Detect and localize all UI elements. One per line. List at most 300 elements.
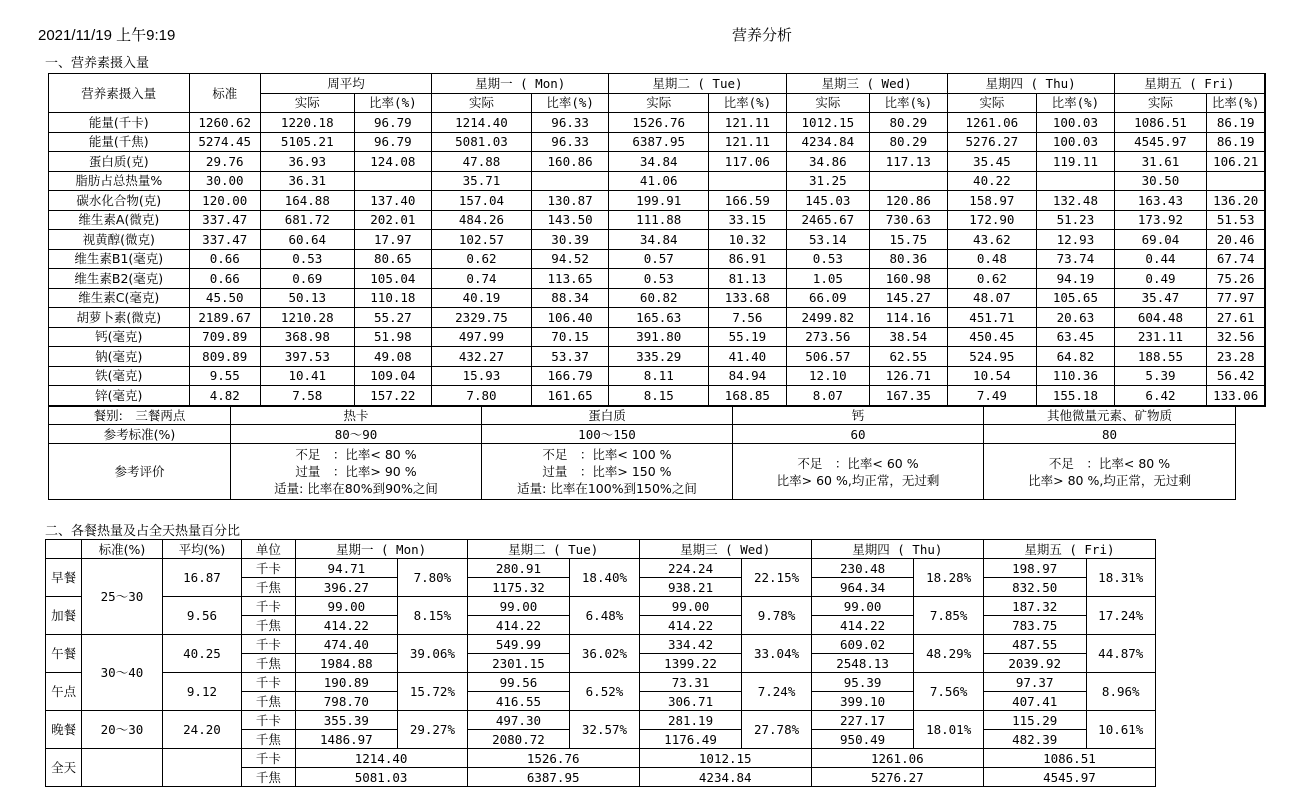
- table-cell: 30.39: [531, 230, 608, 250]
- table-cell: 106.21: [1207, 152, 1265, 172]
- table-cell: 1012.15: [786, 113, 870, 133]
- table-cell: 524.95: [947, 347, 1037, 367]
- percent-value: 6.48%: [570, 597, 639, 635]
- percent-value: 33.04%: [742, 635, 811, 673]
- table-cell: 0.57: [609, 249, 709, 269]
- percent-value: 48.29%: [914, 635, 983, 673]
- nutrient-name: 钙(毫克): [49, 327, 190, 347]
- kcal-value: 230.48: [811, 559, 914, 578]
- section1-title: 一、营养素摄入量: [45, 56, 150, 71]
- table-cell: 73.74: [1037, 249, 1114, 269]
- table-cell: 60.64: [260, 230, 354, 250]
- percent-value: 44.87%: [1086, 635, 1156, 673]
- table-cell: 157.22: [354, 386, 431, 406]
- table-cell: 12.93: [1037, 230, 1114, 250]
- kj-value: 783.75: [983, 616, 1086, 635]
- table-cell: 53.14: [786, 230, 870, 250]
- table-cell: 56.42: [1207, 366, 1265, 386]
- table-cell: 126.71: [870, 366, 947, 386]
- table-cell: 31.25: [786, 171, 870, 191]
- table-cell: 451.71: [947, 308, 1037, 328]
- unit-kj: 千焦: [242, 768, 295, 787]
- nutrient-name: 碳水化合物(克): [49, 191, 190, 211]
- unit-kj: 千焦: [242, 654, 295, 673]
- table-cell: 113.65: [531, 269, 608, 289]
- empty-cell: [162, 749, 242, 787]
- table-cell: 172.90: [947, 210, 1037, 230]
- table-cell: 80.65: [354, 249, 431, 269]
- table-cell: 506.57: [786, 347, 870, 367]
- table-cell: 51.53: [1207, 210, 1265, 230]
- table-cell: 10.54: [947, 366, 1037, 386]
- table-cell: 0.74: [432, 269, 532, 289]
- kj-value: 832.50: [983, 578, 1086, 597]
- reference-eval: [733, 444, 984, 500]
- meal-name: 午点: [46, 673, 82, 711]
- table-cell: 160.98: [870, 269, 947, 289]
- table-cell: 168.85: [709, 386, 786, 406]
- table-cell: 121.11: [709, 132, 786, 152]
- table-cell: 32.56: [1207, 327, 1265, 347]
- table-row: [49, 327, 1266, 347]
- kj-value: 2548.13: [811, 654, 914, 673]
- header-ratio: 比率(%): [709, 93, 786, 113]
- table-cell: 69.04: [1114, 230, 1207, 250]
- nutrient-name: 能量(千焦): [49, 132, 190, 152]
- table-cell: 31.61: [1114, 152, 1207, 172]
- table-cell: 23.28: [1207, 347, 1265, 367]
- meal-avg: 16.87: [162, 559, 242, 597]
- percent-value: 15.72%: [398, 673, 467, 711]
- percent-value: 39.06%: [398, 635, 467, 673]
- table-cell: 15.75: [870, 230, 947, 250]
- table-cell: 809.89: [189, 347, 260, 367]
- table-cell: 17.97: [354, 230, 431, 250]
- table-cell: [870, 171, 947, 191]
- table-cell: 157.04: [432, 191, 532, 211]
- header-ratio: 比率(%): [354, 93, 431, 113]
- table-cell: 63.45: [1037, 327, 1114, 347]
- table-cell: 70.15: [531, 327, 608, 347]
- table-row: [49, 113, 1266, 133]
- meal-name: 早餐: [46, 559, 82, 597]
- percent-value: 18.01%: [914, 711, 983, 749]
- table-cell: 77.97: [1207, 288, 1265, 308]
- table-cell: 80.29: [870, 132, 947, 152]
- table-cell: 7.58: [260, 386, 354, 406]
- unit-kcal: 千卡: [242, 635, 295, 654]
- total-kj: 4234.84: [639, 768, 811, 787]
- percent-value: 18.31%: [1086, 559, 1156, 597]
- table-cell: 29.76: [189, 152, 260, 172]
- total-kj: 6387.95: [467, 768, 639, 787]
- table-cell: 0.53: [786, 249, 870, 269]
- table-cell: 397.53: [260, 347, 354, 367]
- table-cell: 48.07: [947, 288, 1037, 308]
- percent-value: 8.15%: [398, 597, 467, 635]
- header-ratio: 比率(%): [870, 93, 947, 113]
- meal-row: [46, 673, 1156, 692]
- percent-value: 17.24%: [1086, 597, 1156, 635]
- nutrient-name: 脂肪占总热量%: [49, 171, 190, 191]
- table-cell: 2465.67: [786, 210, 870, 230]
- table-row: [49, 347, 1266, 367]
- table-cell: 96.33: [531, 113, 608, 133]
- nutrient-name: 能量(千卡): [49, 113, 190, 133]
- table-cell: 166.59: [709, 191, 786, 211]
- eval-line: 不足 ：比率< 80 %: [1048, 455, 1171, 471]
- table-cell: 0.49: [1114, 269, 1207, 289]
- reference-standard: 80～90: [231, 425, 482, 444]
- eval-line: 过量 ：比率> 150 %: [542, 464, 672, 479]
- eval-line: 适量: 比率在100%到150%之间: [517, 481, 697, 496]
- header-standard: 标准(%): [82, 540, 163, 559]
- table-cell: 119.11: [1037, 152, 1114, 172]
- table-cell: 450.45: [947, 327, 1037, 347]
- table-cell: 38.54: [870, 327, 947, 347]
- table-cell: 114.16: [870, 308, 947, 328]
- unit-kj: 千焦: [242, 692, 295, 711]
- percent-value: 29.27%: [398, 711, 467, 749]
- table-cell: 41.40: [709, 347, 786, 367]
- section2-title: 二、各餐热量及占全天热量百分比: [45, 524, 241, 539]
- table-cell: 1214.40: [432, 113, 532, 133]
- table-cell: 86.19: [1207, 113, 1265, 133]
- percent-value: 6.52%: [570, 673, 639, 711]
- kj-value: 416.55: [467, 692, 570, 711]
- table-cell: 4234.84: [786, 132, 870, 152]
- table-cell: 1220.18: [260, 113, 354, 133]
- table-cell: 137.40: [354, 191, 431, 211]
- table-cell: 368.98: [260, 327, 354, 347]
- reference-eval-label: 参考评价: [49, 444, 231, 500]
- table-cell: 60.82: [609, 288, 709, 308]
- table-row: [49, 171, 1266, 191]
- table-cell: 41.06: [609, 171, 709, 191]
- nutrient-name: 视黄醇(微克): [49, 230, 190, 250]
- print-date: 2021/11/19 上午9:19: [38, 27, 176, 44]
- table-cell: 0.66: [189, 269, 260, 289]
- table-cell: 62.55: [870, 347, 947, 367]
- table-cell: 7.56: [709, 308, 786, 328]
- table-cell: 5276.27: [947, 132, 1037, 152]
- table-cell: 5105.21: [260, 132, 354, 152]
- table-cell: 84.94: [709, 366, 786, 386]
- table-cell: [1037, 171, 1114, 191]
- table-cell: 33.15: [709, 210, 786, 230]
- table-cell: 730.63: [870, 210, 947, 230]
- table-cell: 7.49: [947, 386, 1037, 406]
- kj-value: 798.70: [295, 692, 398, 711]
- table-cell: 34.84: [609, 152, 709, 172]
- table-cell: 2499.82: [786, 308, 870, 328]
- eval-line: 比率> 80 %,均正常，无过剩: [1028, 472, 1191, 488]
- meal-row: [46, 711, 1156, 730]
- meal-row: [46, 635, 1156, 654]
- table-row: [49, 386, 1266, 406]
- kj-value: 396.27: [295, 578, 398, 597]
- table-cell: 1086.51: [1114, 113, 1207, 133]
- table-cell: 231.11: [1114, 327, 1207, 347]
- percent-value: 18.40%: [570, 559, 639, 597]
- table-cell: 80.29: [870, 113, 947, 133]
- table-cell: 6387.95: [609, 132, 709, 152]
- table-cell: 40.19: [432, 288, 532, 308]
- table-cell: 1261.06: [947, 113, 1037, 133]
- total-kcal: 1261.06: [811, 749, 983, 768]
- eval-line: 不足 ：比率< 100 %: [542, 447, 672, 462]
- table-cell: 30.00: [189, 171, 260, 191]
- table-cell: 117.13: [870, 152, 947, 172]
- percent-value: 10.61%: [1086, 711, 1156, 749]
- meal-name: 午餐: [46, 635, 82, 673]
- total-kj: 4545.97: [983, 768, 1155, 787]
- reference-category: 热卡: [231, 406, 482, 425]
- kcal-value: 99.00: [811, 597, 914, 616]
- reference-standard: 100～150: [482, 425, 733, 444]
- kcal-value: 355.39: [295, 711, 398, 730]
- eval-line: 比率> 60 %,均正常，无过剩: [776, 472, 940, 488]
- header-actual: 实际: [947, 93, 1037, 113]
- percent-value: 9.78%: [742, 597, 811, 635]
- percent-value: 7.85%: [914, 597, 983, 635]
- table-cell: 6.42: [1114, 386, 1207, 406]
- table-cell: 202.01: [354, 210, 431, 230]
- reference-eval: [482, 444, 733, 500]
- kcal-value: 474.40: [295, 635, 398, 654]
- header-group: 星期一 ( Mon): [432, 74, 609, 94]
- header-day: 星期四 ( Thu): [811, 540, 983, 559]
- table-cell: 4545.97: [1114, 132, 1207, 152]
- table-cell: 335.29: [609, 347, 709, 367]
- meal-standard: 30～40: [82, 635, 163, 711]
- table-cell: 35.45: [947, 152, 1037, 172]
- kcal-value: 99.56: [467, 673, 570, 692]
- meal-avg: 9.56: [162, 597, 242, 635]
- table-cell: 80.36: [870, 249, 947, 269]
- table-cell: 111.88: [609, 210, 709, 230]
- kcal-value: 334.42: [639, 635, 742, 654]
- table-cell: 105.65: [1037, 288, 1114, 308]
- table-cell: 8.15: [609, 386, 709, 406]
- table-cell: 432.27: [432, 347, 532, 367]
- table-cell: 7.80: [432, 386, 532, 406]
- table-cell: 2189.67: [189, 308, 260, 328]
- meal-row: [46, 559, 1156, 578]
- table-cell: 105.04: [354, 269, 431, 289]
- header-group: 周平均: [260, 74, 431, 94]
- meal-name: 加餐: [46, 597, 82, 635]
- eval-line: 适量: 比率在80%到90%之间: [274, 481, 438, 496]
- meal-avg: 9.12: [162, 673, 242, 711]
- table-cell: 132.48: [1037, 191, 1114, 211]
- table-row: [49, 210, 1266, 230]
- reference-category: 蛋白质: [482, 406, 733, 425]
- table-cell: 36.31: [260, 171, 354, 191]
- nutrient-name: 铁(毫克): [49, 366, 190, 386]
- table-cell: 124.08: [354, 152, 431, 172]
- percent-value: 36.02%: [570, 635, 639, 673]
- kj-value: 950.49: [811, 730, 914, 749]
- meal-row: [46, 597, 1156, 616]
- table-cell: 100.03: [1037, 132, 1114, 152]
- table-cell: 10.41: [260, 366, 354, 386]
- meal-standard: 20～30: [82, 711, 163, 749]
- kj-value: 482.39: [983, 730, 1086, 749]
- table-cell: [709, 171, 786, 191]
- kj-value: 964.34: [811, 578, 914, 597]
- reference-standard-label: 参考标准(%): [49, 425, 231, 444]
- table-row: [49, 269, 1266, 289]
- table-cell: 51.98: [354, 327, 431, 347]
- unit-kcal: 千卡: [242, 673, 295, 692]
- kj-value: 1175.32: [467, 578, 570, 597]
- table-cell: 10.32: [709, 230, 786, 250]
- table-cell: 40.22: [947, 171, 1037, 191]
- table-cell: 81.13: [709, 269, 786, 289]
- kcal-value: 99.00: [639, 597, 742, 616]
- page-title: 营养分析: [732, 27, 793, 44]
- kcal-value: 224.24: [639, 559, 742, 578]
- header-actual: 实际: [432, 93, 532, 113]
- unit-kcal: 千卡: [242, 559, 295, 578]
- table-cell: 12.10: [786, 366, 870, 386]
- table-cell: 45.50: [189, 288, 260, 308]
- nutrient-name: 维生素B2(毫克): [49, 269, 190, 289]
- table-cell: 8.07: [786, 386, 870, 406]
- table-cell: 5274.45: [189, 132, 260, 152]
- table-cell: 30.50: [1114, 171, 1207, 191]
- table-cell: 0.48: [947, 249, 1037, 269]
- unit-kj: 千焦: [242, 730, 295, 749]
- nutrient-name: 维生素A(微克): [49, 210, 190, 230]
- total-kcal: 1086.51: [983, 749, 1155, 768]
- table-cell: 36.93: [260, 152, 354, 172]
- table-cell: 133.06: [1207, 386, 1265, 406]
- table-row: [49, 288, 1266, 308]
- table-cell: 94.52: [531, 249, 608, 269]
- table-cell: 35.47: [1114, 288, 1207, 308]
- kcal-value: 99.00: [467, 597, 570, 616]
- table-cell: 391.80: [609, 327, 709, 347]
- kj-value: 399.10: [811, 692, 914, 711]
- reference-standard: 60: [733, 425, 984, 444]
- table-cell: 94.19: [1037, 269, 1114, 289]
- table-cell: [1207, 171, 1265, 191]
- kcal-value: 549.99: [467, 635, 570, 654]
- reference-category: 其他微量元素、矿物质: [984, 406, 1236, 425]
- kcal-value: 497.30: [467, 711, 570, 730]
- table-cell: 96.33: [531, 132, 608, 152]
- header-day: 星期二 ( Tue): [467, 540, 639, 559]
- table-cell: 1.05: [786, 269, 870, 289]
- kj-value: 1399.22: [639, 654, 742, 673]
- table-cell: 163.43: [1114, 191, 1207, 211]
- kcal-value: 487.55: [983, 635, 1086, 654]
- unit-kcal: 千卡: [242, 749, 295, 768]
- kcal-value: 190.89: [295, 673, 398, 692]
- header-unit: 单位: [242, 540, 295, 559]
- table-cell: 0.53: [260, 249, 354, 269]
- table-cell: 8.11: [609, 366, 709, 386]
- table-cell: 47.88: [432, 152, 532, 172]
- table-cell: 64.82: [1037, 347, 1114, 367]
- table-cell: 0.62: [432, 249, 532, 269]
- header-actual: 实际: [1114, 93, 1207, 113]
- table-row: [49, 191, 1266, 211]
- table-cell: 188.55: [1114, 347, 1207, 367]
- table-cell: 165.63: [609, 308, 709, 328]
- table-cell: 121.11: [709, 113, 786, 133]
- table-cell: 681.72: [260, 210, 354, 230]
- header-day: 星期一 ( Mon): [295, 540, 467, 559]
- table-cell: 51.23: [1037, 210, 1114, 230]
- table-cell: 160.86: [531, 152, 608, 172]
- percent-value: 7.56%: [914, 673, 983, 711]
- percent-value: 27.78%: [742, 711, 811, 749]
- kj-value: 306.71: [639, 692, 742, 711]
- table-cell: 120.86: [870, 191, 947, 211]
- kj-value: 414.22: [811, 616, 914, 635]
- kj-value: 2039.92: [983, 654, 1086, 673]
- reference-eval: [231, 444, 482, 500]
- meal-standard: 25～30: [82, 559, 163, 635]
- header-ratio: 比率(%): [531, 93, 608, 113]
- kj-value: 1486.97: [295, 730, 398, 749]
- kj-value: 1176.49: [639, 730, 742, 749]
- total-kcal: 1012.15: [639, 749, 811, 768]
- table-row: [49, 249, 1266, 269]
- header-ratio: 比率(%): [1037, 93, 1114, 113]
- kj-value: 1984.88: [295, 654, 398, 673]
- table-cell: 34.84: [609, 230, 709, 250]
- total-kj: 5276.27: [811, 768, 983, 787]
- unit-kj: 千焦: [242, 578, 295, 597]
- header-ratio: 比率(%): [1207, 93, 1265, 113]
- percent-value: 18.28%: [914, 559, 983, 597]
- table-cell: 86.19: [1207, 132, 1265, 152]
- table-cell: 166.79: [531, 366, 608, 386]
- table-cell: 4.82: [189, 386, 260, 406]
- table-cell: [531, 171, 608, 191]
- table-cell: 136.20: [1207, 191, 1265, 211]
- total-label: 全天: [46, 749, 82, 787]
- header-nutrient: 营养素摄入量: [49, 74, 190, 113]
- header-group: 星期二 ( Tue): [609, 74, 786, 94]
- nutrient-name: 蛋白质(克): [49, 152, 190, 172]
- table-cell: 49.08: [354, 347, 431, 367]
- table-cell: 9.55: [189, 366, 260, 386]
- table-cell: 102.57: [432, 230, 532, 250]
- corner-cell: [46, 540, 82, 559]
- table-row: [49, 152, 1266, 172]
- eval-line: 过量 ：比率> 90 %: [295, 464, 417, 479]
- table-cell: 100.03: [1037, 113, 1114, 133]
- reference-standard: 80: [984, 425, 1236, 444]
- table-cell: 0.53: [609, 269, 709, 289]
- empty-cell: [82, 749, 163, 787]
- kcal-value: 97.37: [983, 673, 1086, 692]
- table-cell: 161.65: [531, 386, 608, 406]
- table-cell: 604.48: [1114, 308, 1207, 328]
- table-cell: 110.18: [354, 288, 431, 308]
- table-cell: 0.44: [1114, 249, 1207, 269]
- table-cell: 158.97: [947, 191, 1037, 211]
- table-cell: 120.00: [189, 191, 260, 211]
- table-cell: 155.18: [1037, 386, 1114, 406]
- table-cell: 20.63: [1037, 308, 1114, 328]
- table-cell: 0.66: [189, 249, 260, 269]
